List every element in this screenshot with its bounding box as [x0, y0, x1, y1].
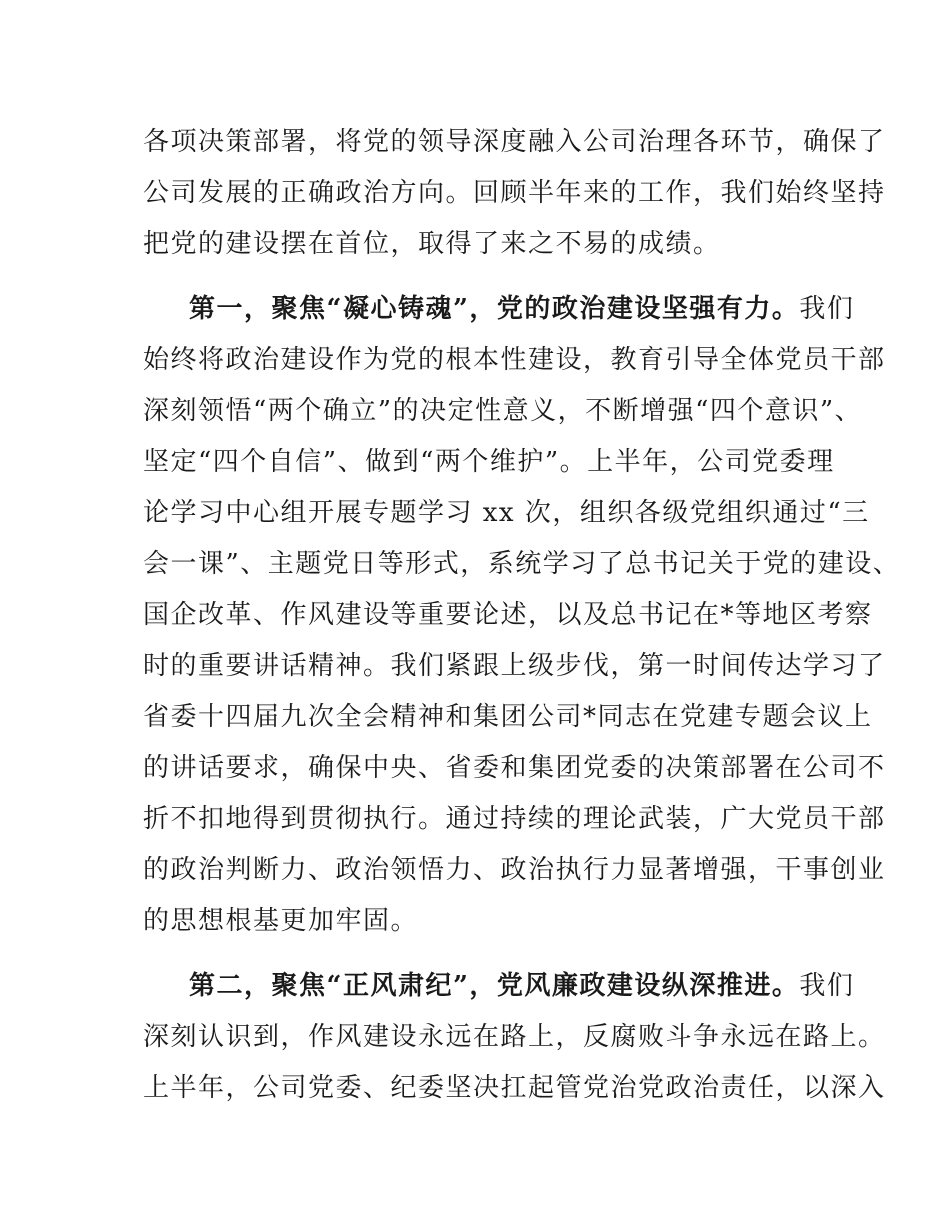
heading-continuation: 我们	[799, 294, 855, 324]
text-line: 的思想根基更加牢固。	[143, 906, 419, 936]
heading-continuation: 我们	[799, 971, 855, 1001]
text-line: 深刻领悟“两个确立”的决定性意义，不断增强“四个意识”、	[143, 396, 863, 426]
text-line: 深刻认识到，作风建设永远在路上，反腐败斗争永远在路上。	[143, 1022, 886, 1052]
text-line: 折不扣地得到贯彻执行。通过持续的理论武装，广大党员干部	[143, 804, 886, 834]
text-line: 公司发展的正确政治方向。回顾半年来的工作，我们始终坚持	[143, 178, 886, 208]
text-line: 国企改革、作风建设等重要论述，以及总书记在*等地区考察	[143, 600, 873, 630]
text-line: 的政治判断力、政治领悟力、政治执行力显著增强，干事创业	[143, 855, 886, 885]
heading-line	[189, 969, 854, 1003]
text-line: 始终将政治建设作为党的根本性建设，教育引导全体党员干部	[143, 345, 886, 375]
text-line: 时的重要讲话精神。我们紧跟上级步伐，第一时间传达学习了	[143, 651, 886, 681]
text-line: 上半年，公司党委、纪委坚决扛起管党治党政治责任，以深入	[143, 1073, 886, 1103]
text-line: 坚定“四个自信”、做到“两个维护”。上半年，公司党委理	[143, 447, 835, 477]
text-line: 论学习中心组开展专题学习 xx 次，组织各级党组织通过“三	[143, 498, 870, 528]
text-line: 会一课”、主题党日等形式，系统学习了总书记关于党的建设、	[143, 549, 901, 579]
text-line: 把党的建设摆在首位，取得了来之不易的成绩。	[143, 229, 721, 259]
text-line: 各项决策部署，将党的领导深度融入公司治理各环节，确保了	[143, 127, 886, 157]
section-heading: 第一，聚焦“凝心铸魂”，党的政治建设坚强有力。	[189, 294, 800, 324]
heading-line	[189, 292, 854, 326]
text-line: 省委十四届九次全会精神和集团公司*同志在党建专题会议上	[143, 702, 873, 732]
section-heading: 第二，聚焦“正风肃纪”，党风廉政建设纵深推进。	[189, 971, 800, 1001]
text-line: 的讲话要求，确保中央、省委和集团党委的决策部署在公司不	[143, 753, 886, 783]
